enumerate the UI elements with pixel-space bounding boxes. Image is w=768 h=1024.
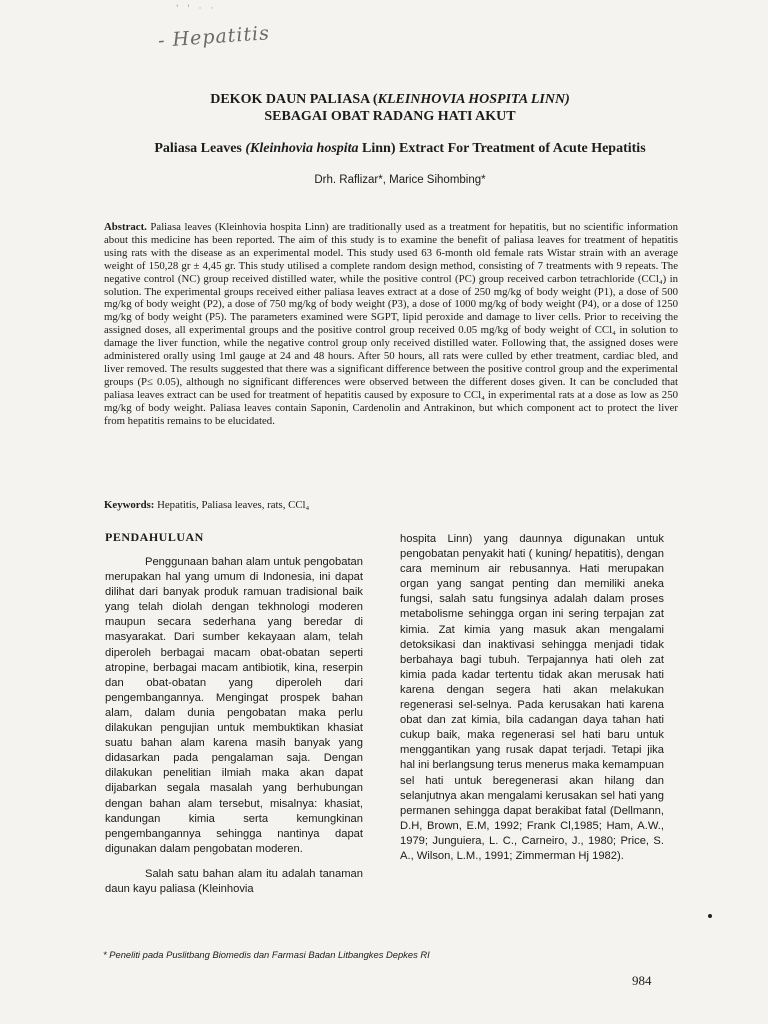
right-column [400,532,664,864]
handwritten-annotation: - Hepatitis [157,22,271,52]
title-line-1-text: DEKOK DAUN PALIASA ( [210,92,378,107]
title-line-1-species: KLEINHOVIA HOSPITA LINN) [377,92,570,107]
left-paragraph-1: Penggunaan bahan alam untuk pengobatan merupakan hal yang umum di Indonesia, ini dapat dilihat dari banyak produk ramuan tradisional baik yang telah diolah dengan tekhnologi moderen maupun secara sederhana yang beredar di masyarakat. Dari sumber kekayaan alam, telah diperoleh berbagai macam obat-obatan seperti atropine, berbagai macam antibiotik, kina, reserpin dan obat-obatan yang diperoleh dari pengembangannya. Mengingat prospek bahan alam, dalam dunia pengobatan maka perlu dilakukan pengujian untuk membuktikan khasiat suatu bahan alam karena masih banyak yang didasarkan pada pengalaman saja. Dengan dilakukan penelitian ilmiah maka akan dapat dijabarkan segala masalah yang berhubungan dengan bahan alam tersebut, misalnya: khasiat, kandungan kimia serta kemungkinan pengembangannya sehingga nantinya dapat digunakan dalam pengobatan moderen. [105,556,363,855]
title-line-1 [60,91,720,108]
keywords-text: Hepatitis, Paliasa leaves, rats, CCl₄ [157,499,310,511]
footnote: * Peneliti pada Puslitbang Biomedis dan Farmasi Badan Litbangkes Depkes RI [103,949,430,960]
title-line-2: SEBAGAI OBAT RADANG HATI AKUT [264,109,516,124]
title-en-post: Linn) Extract For Treatment of Acute Hepatitis [358,141,646,156]
section-heading: PENDAHULUAN [105,530,204,544]
article-title-english [60,141,740,157]
margin-dot [708,914,712,918]
page-number: 984 [632,973,652,988]
title-en-pre: Paliasa Leaves [154,141,246,156]
abstract-text: Paliasa leaves (Kleinhovia hospita Linn) are traditionally used as a treatment for hepatitis, but no scientific information about this medicine has been reported. The aim of this study is to examine the benefit of paliasa leaves for treatment of hepatitis using rats with the disease as an experimental model. This study used 63 6-month old female rats Wistar strain with an average weight of 150,28 gr ± 4,45 gr. This study utilised a complete random design method, consisting of 7 treatments with 9 repeats. The negative control (NC) group received distilled water, while the positive control (PC) group received carbon tetrachloride (CCl₄) in solution. The experimental groups received either paliasa leaves extract at a dose of 250 mg/kg of body weight (P1), a dose of 500 mg/kg of body weight (P2), a dose of 750 mg/kg of body weight (P3), a dose of 1000 mg/kg of body weight (P4), or a dose of 1250 mg/kg of body weight (P5). The parameters examined were SGPT, lipid peroxide and damage to liver cells. Prior to receiving the assigned doses, all experimental groups and the positive control group received 0.05 mg/kg of body weight of CCl₄ in solution to damage the liver function, while the negative control group only received distilled water. Following that, the assigned doses were administered orally using 1ml gauge at 24 and 48 hours. After 50 hours, all rats were culled by ether treatment, cardiac bled, and liver removed. The results suggested that there was a significant difference between the positive control group and the experimental groups (P≤ 0.05), although no significant differences were observed between the different doses given. It can be concluded that paliasa leaves extract can be used for treatment of hepatitis caused by exposure to CCl₄ in experimental rats at a dose as low as 250 mg/kg of body weight. Paliasa leaves contain Saponin, Cardenolin and Antrakinon, but which component act to protect the liver from hepatitis remains to be elucidated. [104,221,678,427]
left-paragraph-2: Salah satu bahan alam itu adalah tanaman daun kayu paliasa (Kleinhovia [105,867,363,895]
keywords-label: Keywords: [104,499,155,511]
abstract [104,221,678,428]
margin-scribble: ' ' · · [176,4,217,14]
authors: Drh. Raflizar*, Marice Sihombing* [314,174,486,186]
right-paragraph-1: hospita Linn) yang daunnya digunakan untuk pengobatan penyakit hati ( kuning/ hepatitis), dengan cara meminum air rebusannya. Hati merupakan organ yang sangat penting dan memiliki aneka fungsi, salah satu fungsinya adalah dalam proses metabolisme sehingga organ ini sering terpajan zat kimia. Zat kimia yang masuk akan mengalami detoksikasi dan inaktivasi sehingga menjadi tidak berbahaya bagi tubuh. Terpajannya hati oleh zat kimia pada kadar tertentu tidak akan merusak hati karena dengan segera hati akan melakukan regenerasi sel-selnya. Pada kerusakan hati karena obat dan zat kimia, bila cadangan daya tahan hati cukup baik, maka regenerasi sel hati baru untuk menggantikan yang rusak dapat terjadi. Tetapi jika hal ini berlangsung terus menerus maka kemampuan sel hati untuk beregenerasi akan hilang dan selanjutnya akan mengalami kerusakan sel hati yang permanen sehingga dapat berakibat fatal (Dellmann, D.H, Brown, E.M, 1992; Frank Cl,1985; Ham, A.W., 1979; Junguiera, L. C., Carneiro, J., 1980; Price, S. A., Wilson, L.M., 1991; Zimmerman Hj 1982). [400,533,664,862]
abstract-label: Abstract. [104,221,147,233]
left-column [105,530,363,897]
article-title-indonesian [60,91,720,125]
keywords [104,499,678,511]
title-en-species: (Kleinhovia hospita [245,141,359,156]
